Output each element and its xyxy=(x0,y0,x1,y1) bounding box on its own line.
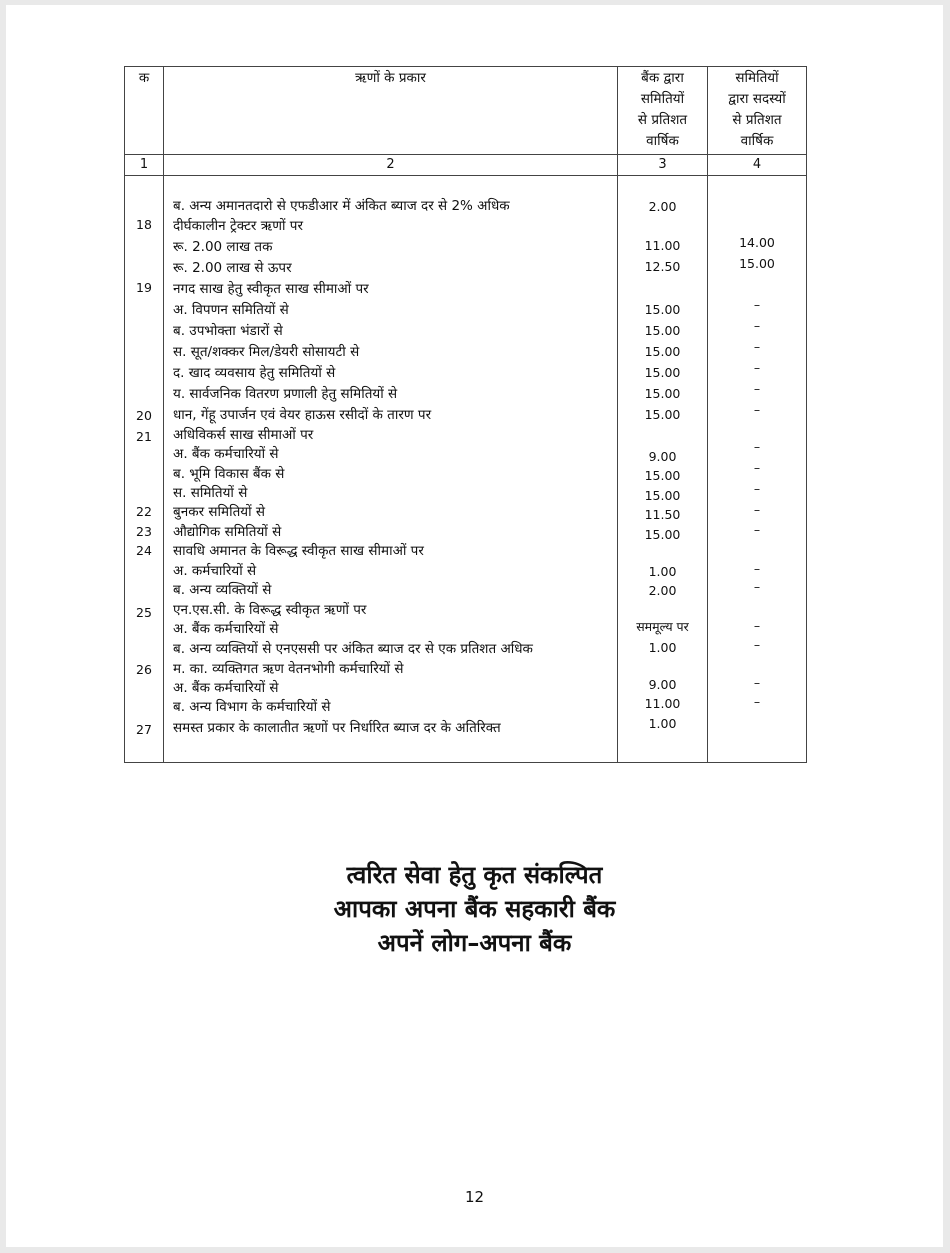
bank-rate-column xyxy=(618,176,708,763)
bank-rate-value: सममूल्य पर xyxy=(636,619,689,634)
table-body-row xyxy=(125,176,807,763)
society-rate-value: – xyxy=(753,502,761,517)
bank-rate-value: 15.00 xyxy=(644,323,681,338)
header-society-line: से प्रतिशत xyxy=(732,112,782,128)
bank-rate-value: 1.00 xyxy=(648,564,677,579)
loan-type-line: ब. अन्य विभाग के कर्मचारियों से xyxy=(173,699,331,715)
header-bank-rate xyxy=(618,67,708,155)
bank-rate-value: 15.00 xyxy=(644,365,681,380)
header-bank-line: समितियों xyxy=(640,91,685,107)
document-page xyxy=(6,5,943,1247)
loan-type-line: रू. 2.00 लाख तक xyxy=(173,239,273,255)
loan-type-line: अ. बैंक कर्मचारियों से xyxy=(173,446,279,462)
loan-type-line: नगद साख हेतु स्वीकृत साख सीमाओं पर xyxy=(173,281,369,297)
society-rate-value: – xyxy=(753,439,761,454)
society-rate-value: – xyxy=(753,522,761,537)
bank-rate-value: 1.00 xyxy=(648,716,677,731)
column-number: 4 xyxy=(708,155,807,176)
loan-type-line: अ. बैंक कर्मचारियों से xyxy=(173,621,279,637)
bank-rate-value: 11.00 xyxy=(644,696,681,711)
loan-type-line: ब. अन्य व्यक्तियों से xyxy=(173,582,272,598)
society-rate-value: – xyxy=(753,339,761,354)
bank-rate-value: 1.00 xyxy=(648,640,677,655)
bank-rate-value: 11.50 xyxy=(644,507,681,522)
loan-type-column xyxy=(164,176,618,763)
serial-number: 25 xyxy=(136,605,152,620)
society-rate-value: – xyxy=(753,618,761,633)
loan-type-line: धान, गेंहू उपार्जन एवं वेयर हाऊस रसीदों के तारण पर xyxy=(173,407,432,423)
loan-type-line: स. सूत/शक्कर मिल/डेयरी सोसायटी से xyxy=(173,344,360,360)
serial-number: 24 xyxy=(136,543,152,558)
bank-rate-value: 9.00 xyxy=(648,677,677,692)
loan-type-line: अ. विपणन समितियों से xyxy=(173,302,289,318)
society-rate-value: – xyxy=(753,297,761,312)
loan-interest-table xyxy=(124,66,807,763)
loan-type-line: ब. अन्य व्यक्तियों से एनएससी पर अंकित ब्याज दर से एक प्रतिशत अधिक xyxy=(173,641,533,657)
society-rate-value: 14.00 xyxy=(739,235,775,250)
bank-rate-value: 12.50 xyxy=(644,259,681,274)
header-bank-line: वार्षिक xyxy=(646,133,679,149)
header-society-line: द्वारा सदस्यों xyxy=(728,91,786,107)
loan-type-line: अ. कर्मचारियों से xyxy=(173,563,257,579)
loan-type-line: समस्त प्रकार के कालातीत ऋणों पर निर्धारित ब्याज दर के अतिरिक्त xyxy=(173,720,501,736)
serial-number: 27 xyxy=(136,722,152,737)
serial-number: 19 xyxy=(136,280,152,295)
serial-number: 20 xyxy=(136,408,152,423)
serial-number: 21 xyxy=(136,429,152,444)
serial-number: 22 xyxy=(136,504,152,519)
bank-rate-value: 15.00 xyxy=(644,527,681,542)
header-serial-text: क xyxy=(138,70,150,86)
loan-type-line: दीर्घकालीन ट्रेक्टर ऋणों पर xyxy=(173,218,303,234)
page-number: 12 xyxy=(464,1188,485,1206)
loan-type-line: ब. उपभोक्ता भंडारों से xyxy=(173,323,283,339)
serial-number: 23 xyxy=(136,524,152,539)
header-bank-line: से प्रतिशत xyxy=(637,112,688,128)
column-number: 1 xyxy=(125,155,164,176)
loan-type-line: अधिविकर्स साख सीमाओं पर xyxy=(173,427,314,443)
society-rate-value: – xyxy=(753,694,761,709)
serial-number: 18 xyxy=(136,217,152,232)
society-rate-value: 15.00 xyxy=(739,256,775,271)
society-rate-value: – xyxy=(753,675,761,690)
column-number-row xyxy=(125,155,807,176)
loan-type-line: सावधि अमानत के विरूद्ध स्वीकृत साख सीमाओं पर xyxy=(173,543,424,559)
loan-type-line: औद्योगिक समितियों से xyxy=(173,524,282,540)
loan-type-line: म. का. व्यक्तिगत ऋण वेतनभोगी कर्मचारियों से xyxy=(173,661,404,677)
loan-type-line: एन.एस.सी. के विरूद्ध स्वीकृत ऋणों पर xyxy=(173,602,367,618)
serial-column xyxy=(125,176,164,763)
header-loan-type xyxy=(164,67,618,155)
society-rate-value: – xyxy=(753,360,761,375)
header-bank-line: बैंक द्वारा xyxy=(641,70,684,86)
loan-type-line: य. सार्वजनिक वितरण प्रणाली हेतु समितियों से xyxy=(173,386,398,402)
bank-rate-value: 15.00 xyxy=(644,344,681,359)
loan-type-line: बुनकर समितियों से xyxy=(173,504,266,520)
slogan-line: त्वरित सेवा हेतु कृत संकल्पित xyxy=(346,861,603,889)
bank-rate-value: 15.00 xyxy=(644,386,681,401)
society-rate-value: – xyxy=(753,637,761,652)
header-serial xyxy=(125,67,164,155)
society-rate-value: – xyxy=(753,460,761,475)
column-number: 3 xyxy=(618,155,708,176)
bank-rate-value: 2.00 xyxy=(648,199,677,214)
society-rate-value: – xyxy=(753,318,761,333)
loan-type-line: ब. अन्य अमानतदारो से एफडीआर में अंकित ब्याज दर से 2% अधिक xyxy=(173,198,510,214)
society-rate-value: – xyxy=(753,579,761,594)
bank-rate-value: 15.00 xyxy=(644,407,681,422)
bank-rate-value: 2.00 xyxy=(648,583,677,598)
bank-rate-value: 9.00 xyxy=(648,449,677,464)
society-rate-value: – xyxy=(753,381,761,396)
serial-number: 26 xyxy=(136,662,152,677)
loan-type-line: रू. 2.00 लाख से ऊपर xyxy=(173,260,292,276)
loan-type-line: ब. भूमि विकास बैंक से xyxy=(173,466,285,482)
loan-type-line: द. खाद व्यवसाय हेतु समितियों से xyxy=(173,365,336,381)
bank-slogan xyxy=(6,858,943,960)
society-rate-value: – xyxy=(753,402,761,417)
column-number: 2 xyxy=(164,155,618,176)
header-society-rate xyxy=(708,67,807,155)
loan-type-line: स. समितियों से xyxy=(173,485,248,501)
slogan-line: अपनें लोग–अपना बैंक xyxy=(377,929,572,957)
bank-rate-value: 11.00 xyxy=(644,238,681,253)
bank-rate-value: 15.00 xyxy=(644,302,681,317)
header-society-line: समितियों xyxy=(735,70,779,86)
bank-rate-value: 15.00 xyxy=(644,488,681,503)
header-society-line: वार्षिक xyxy=(740,133,774,149)
bank-rate-value: 15.00 xyxy=(644,468,681,483)
loan-type-line: अ. बैंक कर्मचारियों से xyxy=(173,680,279,696)
slogan-line: आपका अपना बैंक सहकारी बैंक xyxy=(333,895,616,923)
header-loan-type-text: ऋणों के प्रकार xyxy=(355,70,426,86)
table-header-row xyxy=(125,67,807,155)
society-rate-value: – xyxy=(753,481,761,496)
society-rate-column xyxy=(708,176,807,763)
society-rate-value: – xyxy=(753,561,761,576)
